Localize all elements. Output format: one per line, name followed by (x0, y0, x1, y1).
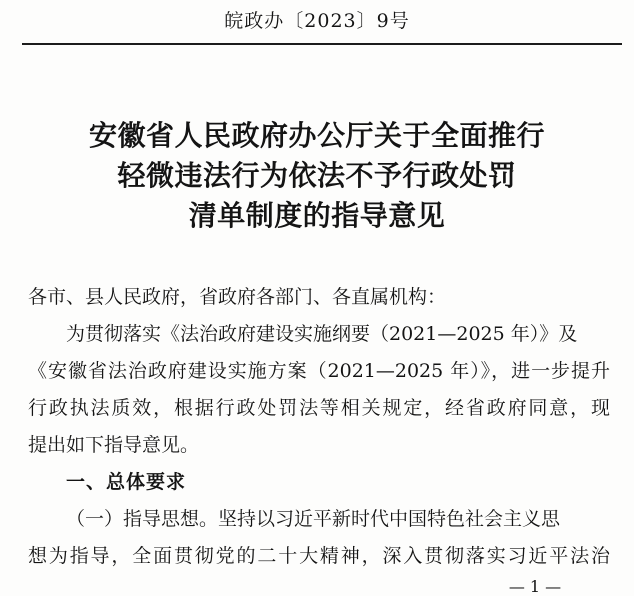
paragraph-1-line-1: 为贯彻落实《法治政府建设实施纲要（2021—2025 年）》及 (66, 323, 578, 345)
title-line-1: 安徽省人民政府办公厅关于全面推行 (88, 119, 545, 152)
paragraph-2-line-1: （一）指导思想。坚持以习近平新时代中国特色社会主义思 (66, 508, 561, 530)
document-number: 皖政办〔2023〕9号 (224, 10, 410, 32)
document-body (28, 279, 610, 575)
paragraph-1-line-2: 《安徽省法治政府建设实施方案（2021—2025 年）》，进一步提升 (28, 360, 610, 382)
document-title (0, 116, 634, 236)
paragraph-2-line-2: 想为指导，全面贯彻党的二十大精神，深入贯彻落实习近平法治 (28, 545, 610, 567)
paragraph-1-line-4: 提出如下指导意见。 (28, 434, 200, 456)
title-line-3: 清单制度的指导意见 (188, 199, 446, 232)
page-number: — 1 — (508, 577, 562, 596)
title-line-2: 轻微违法行为依法不予行政处罚 (117, 159, 517, 192)
recipients-line: 各市、县人民政府，省政府各部门、各直属机构： (28, 286, 447, 308)
paragraph-1-line-3: 行政执法质效，根据行政处罚法等相关规定，经省政府同意，现 (28, 397, 610, 419)
section-1-heading: 一、总体要求 (66, 471, 187, 493)
header-divider (22, 43, 622, 45)
